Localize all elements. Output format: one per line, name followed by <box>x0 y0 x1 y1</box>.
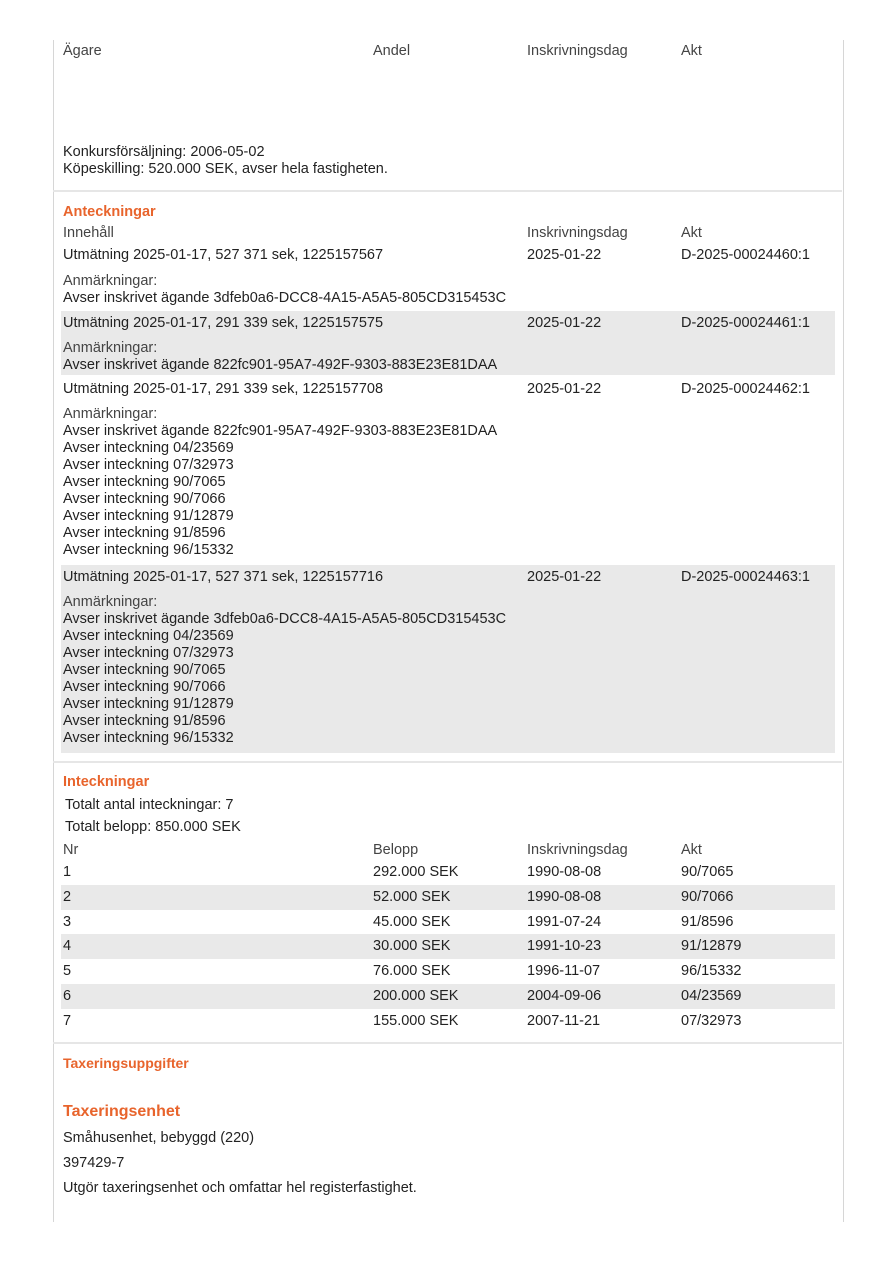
taxation-unit-number: 397429-7 <box>63 1155 125 1171</box>
mortgage-date: 1996-11-07 <box>527 963 601 979</box>
mortgage-nr: 3 <box>63 914 72 930</box>
remarks-list <box>63 290 506 307</box>
taxation-unit-type: Småhusenhet, bebyggd (220) <box>63 1130 255 1146</box>
purchase-price-line: Köpeskilling: 520.000 SEK, avser hela fastigheten. <box>63 161 388 177</box>
remark-line: Avser inteckning 04/23569 <box>63 440 234 456</box>
remark-line: Avser inteckning 91/12879 <box>63 508 234 524</box>
remark-line: Avser inskrivet ägande 822fc901-95A7-492F-9303-883E23E81DAA <box>63 357 498 373</box>
mortgage-act: 04/23569 <box>681 988 742 1004</box>
separator <box>53 1042 842 1044</box>
note-content: Utmätning 2025-01-17, 527 371 sek, 1225157567 <box>63 247 384 263</box>
mortgages-header-act: Akt <box>681 842 702 858</box>
owners-header-owner: Ägare <box>63 43 102 59</box>
mortgage-act: 91/12879 <box>681 938 742 954</box>
mortgage-date: 2004-09-06 <box>527 988 602 1004</box>
bankruptcy-sale-line: Konkursförsäljning: 2006-05-02 <box>63 144 265 160</box>
note-date: 2025-01-22 <box>527 381 602 397</box>
remark-line: Avser inteckning 96/15332 <box>63 730 234 746</box>
remark-line: Avser inteckning 04/23569 <box>63 628 234 644</box>
mortgage-date: 1990-08-08 <box>527 889 602 905</box>
mortgage-nr: 5 <box>63 963 72 979</box>
mortgage-amount: 292.000 SEK <box>373 864 459 880</box>
mortgage-amount: 200.000 SEK <box>373 988 459 1004</box>
note-act: D-2025-00024462:1 <box>681 381 810 397</box>
remark-line: Avser inteckning 91/8596 <box>63 525 226 541</box>
mortgage-act: 91/8596 <box>681 914 734 930</box>
remark-line: Avser inteckning 91/12879 <box>63 696 234 712</box>
remark-line: Avser inskrivet ägande 3dfeb0a6-DCC8-4A15-A5A5-805CD315453C <box>63 611 507 627</box>
mortgage-nr: 7 <box>63 1013 72 1029</box>
separator <box>53 761 842 763</box>
mortgage-act: 96/15332 <box>681 963 742 979</box>
notes-header-date: Inskrivningsdag <box>527 225 628 241</box>
taxation-unit-scope: Utgör taxeringsenhet och omfattar hel registerfastighet. <box>63 1180 417 1196</box>
mortgage-amount: 155.000 SEK <box>373 1013 459 1029</box>
mortgage-amount: 76.000 SEK <box>373 963 451 979</box>
remark-line: Avser inteckning 07/32973 <box>63 457 234 473</box>
remark-line: Avser inteckning 90/7065 <box>63 662 226 678</box>
mortgage-date: 1991-07-24 <box>527 914 602 930</box>
remarks-list <box>63 611 506 747</box>
remark-line: Avser inteckning 91/8596 <box>63 713 226 729</box>
note-act: D-2025-00024463:1 <box>681 569 810 585</box>
notes-header-act: Akt <box>681 225 702 241</box>
mortgages-header-nr: Nr <box>63 842 79 858</box>
note-date: 2025-01-22 <box>527 247 602 263</box>
remark-line: Avser inteckning 96/15332 <box>63 542 234 558</box>
mortgage-act: 90/7065 <box>681 864 734 880</box>
remark-line: Avser inteckning 90/7066 <box>63 679 226 695</box>
remarks-label: Anmärkningar: <box>63 340 158 356</box>
mortgage-date: 1991-10-23 <box>527 938 602 954</box>
mortgage-amount: 30.000 SEK <box>373 938 451 954</box>
remarks-label: Anmärkningar: <box>63 406 158 422</box>
note-act: D-2025-00024460:1 <box>681 247 810 263</box>
remarks-list <box>63 357 497 374</box>
mortgages-section-title: Inteckningar <box>63 774 150 790</box>
mortgage-nr: 4 <box>63 938 72 954</box>
note-content: Utmätning 2025-01-17, 291 339 sek, 1225157575 <box>63 315 384 331</box>
mortgages-header-date: Inskrivningsdag <box>527 842 628 858</box>
note-act: D-2025-00024461:1 <box>681 315 810 331</box>
mortgages-header-amount: Belopp <box>373 842 419 858</box>
mortgages-total-count: Totalt antal inteckningar: 7 <box>65 797 234 813</box>
remark-line: Avser inteckning 90/7066 <box>63 491 226 507</box>
owners-header-date: Inskrivningsdag <box>527 43 628 59</box>
remarks-list <box>63 423 497 559</box>
mortgage-act: 90/7066 <box>681 889 734 905</box>
remark-line: Avser inteckning 07/32973 <box>63 645 234 661</box>
note-date: 2025-01-22 <box>527 315 602 331</box>
notes-section-title: Anteckningar <box>63 204 156 220</box>
mortgage-nr: 2 <box>63 889 72 905</box>
taxation-section-title: Taxeringsuppgifter <box>63 1055 189 1071</box>
taxation-unit-title: Taxeringsenhet <box>63 1103 181 1120</box>
notes-header-content: Innehåll <box>63 225 114 241</box>
mortgage-amount: 52.000 SEK <box>373 889 451 905</box>
remark-line: Avser inteckning 90/7065 <box>63 474 226 490</box>
note-content: Utmätning 2025-01-17, 291 339 sek, 1225157708 <box>63 381 384 397</box>
remark-line: Avser inskrivet ägande 822fc901-95A7-492F-9303-883E23E81DAA <box>63 423 498 439</box>
mortgage-act: 07/32973 <box>681 1013 742 1029</box>
mortgage-nr: 1 <box>63 864 72 880</box>
owners-header-act: Akt <box>681 43 702 59</box>
remarks-label: Anmärkningar: <box>63 594 158 610</box>
note-date: 2025-01-22 <box>527 569 602 585</box>
remark-line: Avser inskrivet ägande 3dfeb0a6-DCC8-4A15-A5A5-805CD315453C <box>63 290 507 306</box>
mortgage-amount: 45.000 SEK <box>373 914 451 930</box>
separator <box>53 190 842 192</box>
remarks-label: Anmärkningar: <box>63 273 158 289</box>
mortgages-total-amount: Totalt belopp: 850.000 SEK <box>65 819 241 835</box>
owners-header-share: Andel <box>373 43 411 59</box>
mortgage-date: 1990-08-08 <box>527 864 602 880</box>
mortgage-date: 2007-11-21 <box>527 1013 601 1029</box>
note-content: Utmätning 2025-01-17, 527 371 sek, 1225157716 <box>63 569 384 585</box>
mortgage-nr: 6 <box>63 988 72 1004</box>
